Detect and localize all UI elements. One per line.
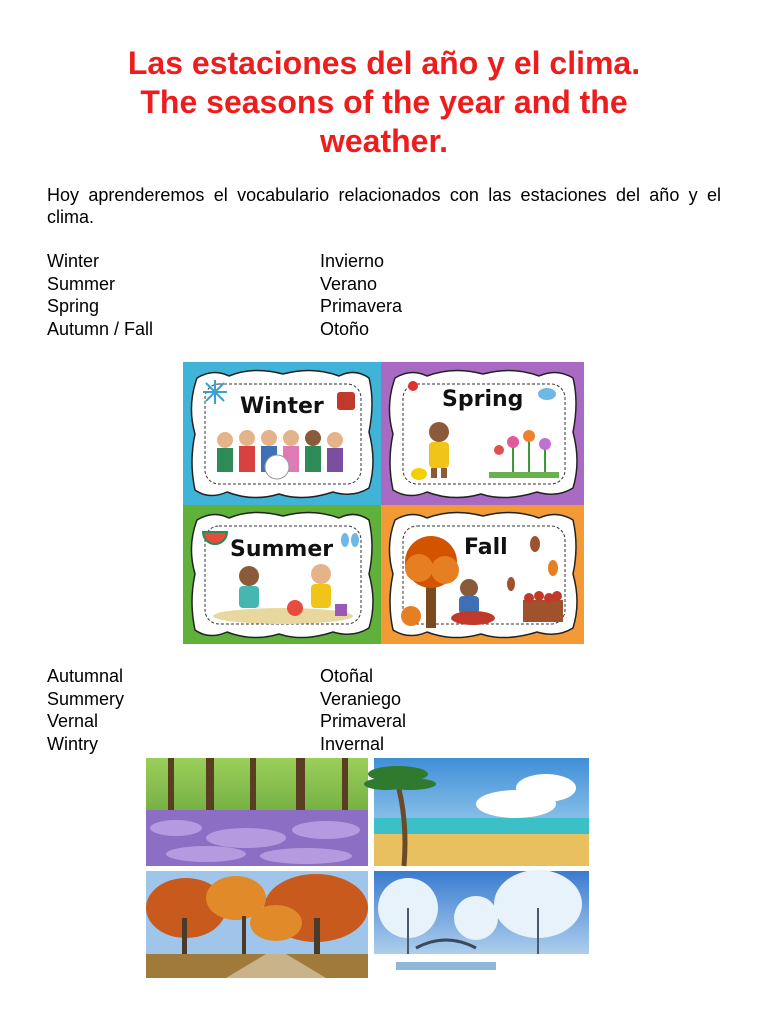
vocab-spanish: Veraniego xyxy=(320,688,402,709)
vocab-spanish: Otoñal xyxy=(320,666,374,686)
pumpkin-icon xyxy=(401,606,421,626)
vocab-english: Summer xyxy=(47,273,116,294)
sand xyxy=(213,608,353,624)
apple-basket xyxy=(523,591,563,622)
vocab-english: Winter xyxy=(47,251,100,271)
vocab-english: Autumnal xyxy=(47,666,124,686)
snowflake-icon xyxy=(203,380,227,404)
fall-card-label: Fall xyxy=(464,535,508,560)
title-line-2: The seasons of the year and the xyxy=(140,84,628,120)
vocab-english: Wintry xyxy=(47,733,98,754)
vocab-english: Spring xyxy=(47,296,100,316)
title-line-3: weather. xyxy=(319,123,449,159)
vocab-spanish: Invierno xyxy=(320,251,385,271)
vocab-english: Autumn / Fall xyxy=(47,318,154,339)
ladybug-icon xyxy=(408,381,418,391)
vocab-spanish: Verano xyxy=(320,273,378,294)
vocab-spanish: Otoño xyxy=(320,318,370,339)
bird-icon xyxy=(538,388,556,400)
mug-icon xyxy=(337,392,355,410)
summer-beach-photo xyxy=(364,758,589,866)
winter-snow-photo xyxy=(374,870,589,978)
winter-card-label: Winter xyxy=(240,394,324,419)
season-photos-collage xyxy=(146,758,589,978)
vocab-spanish: Primavera xyxy=(320,296,403,316)
spring-card-label: Spring xyxy=(442,387,524,412)
vocab-english: Vernal xyxy=(47,711,99,731)
vocab-spanish: Primaveral xyxy=(320,711,407,731)
autumn-road-photo xyxy=(146,871,368,978)
summer-card-label: Summer xyxy=(230,537,334,562)
page-title xyxy=(40,44,728,161)
vocab-spanish: Invernal xyxy=(320,733,385,754)
duck-icon xyxy=(411,468,427,480)
spring-forest-photo xyxy=(146,758,368,866)
title-line-1: Las estaciones del año y el clima. xyxy=(127,45,641,81)
intro-paragraph: Hoy aprenderemos el vocabulario relacionados con las estaciones del año y el clima. xyxy=(47,185,721,227)
vocab-english: Summery xyxy=(47,688,125,709)
season-cards-illustration xyxy=(183,362,584,644)
